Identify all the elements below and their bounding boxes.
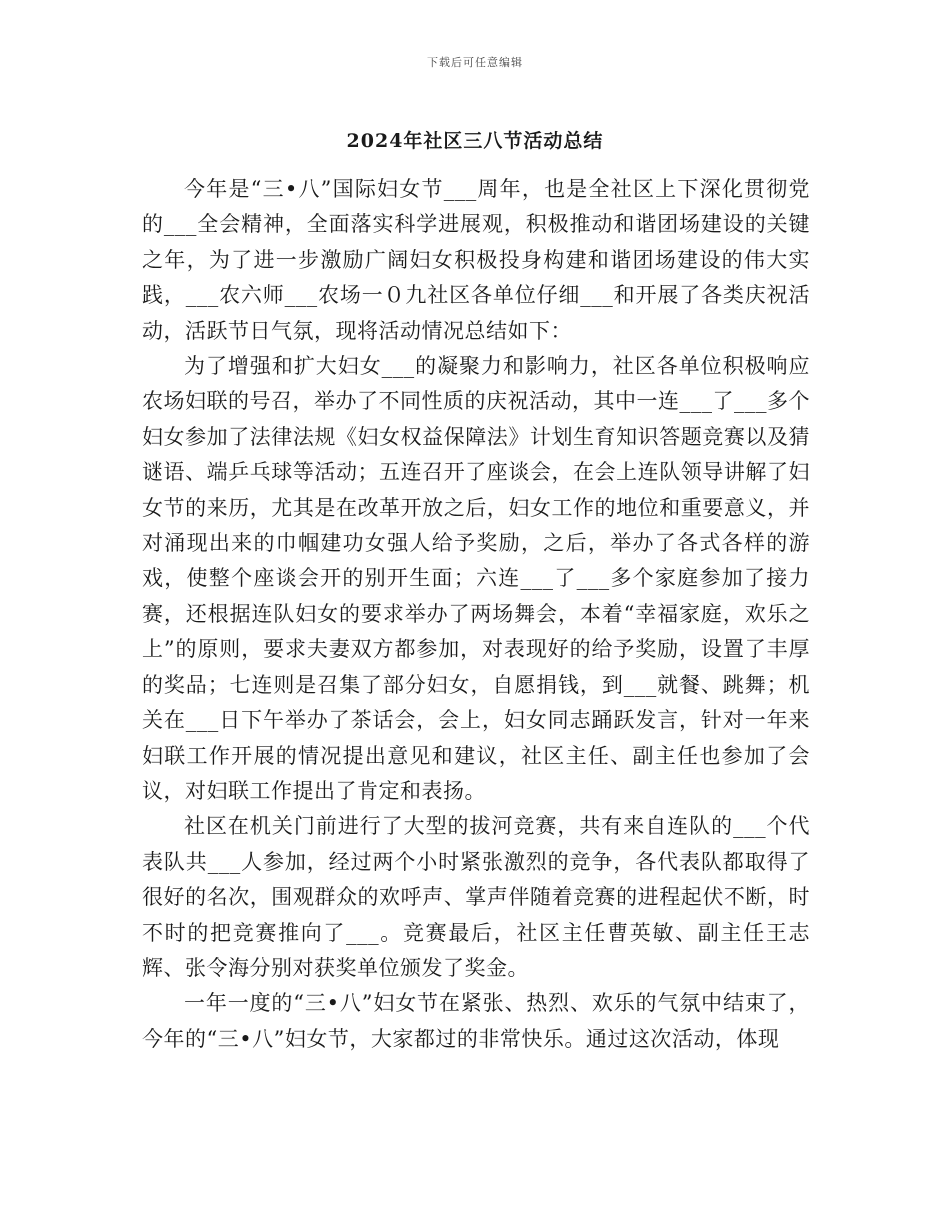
document-body xyxy=(142,172,810,1057)
paragraph-4: 一年一度的“三•八”妇女节在紧张、热烈、欢乐的气氛中结束了，今年的“三•八”妇女节，大家都过的非常快乐。通过这次活动，体现 xyxy=(142,991,810,1051)
header-note: 下载后可任意编辑 xyxy=(427,56,523,69)
paragraph-2: 为了增强和扩大妇女___的凝聚力和影响力，社区各单位积极响应农场妇联的号召，举办了不同性质的庆祝活动，其中一连___了___多个妇女参加了法律法规《妇女权益保障法》计划生育知识答题竞赛以及猜谜语、端乒乓球等活动；五连召开了座谈会，在会上连队领导讲解了妇女节的来历，尤其是在改革开放之后，妇女工作的地位和重要意义，并对涌现出来的巾帼建功女强人给予奖励，之后，举办了各式各样的游戏，使整个座谈会开的别开生面；六连___了___多个家庭参加了接力赛，还根据连队妇女的要求举办了两场舞会，本着“幸福家庭，欢乐之上”的原则，要求夫妻双方都参加，对表现好的给予奖励，设置了丰厚的奖品；七连则是召集了部分妇女，自愿捐钱，到___就餐、跳舞；机关在___日下午举办了茶话会，会上，妇女同志踊跃发言，针对一年来妇联工作开展的情况提出意见和建议，社区主任、副主任也参加了会议，对妇联工作提出了肯定和表扬。 xyxy=(142,354,810,803)
paragraph-3: 社区在机关门前进行了大型的拔河竞赛，共有来自连队的___个代表队共___人参加，经过两个小时紧张激烈的竞争，各代表队都取得了很好的名次，围观群众的欢呼声、掌声伴随着竞赛的进程起伏不断，时不时的把竞赛推向了___。竞赛最后，社区主任曹英敏、副主任王志辉、张令海分别对获奖单位颁发了奖金。 xyxy=(142,814,810,980)
document-title: 2024年社区三八节活动总结 xyxy=(346,130,604,152)
paragraph-1: 今年是“三•八”国际妇女节___周年，也是全社区上下深化贯彻党的___全会精神，全面落实科学进展观，积极推动和谐团场建设的关键之年，为了进一步激励广阔妇女积极投身构建和谐团场建设的伟大实践，___农六师___农场一０九社区各单位仔细___和开展了各类庆祝活动，活跃节日气氛，现将活动情况总结如下： xyxy=(142,177,810,343)
